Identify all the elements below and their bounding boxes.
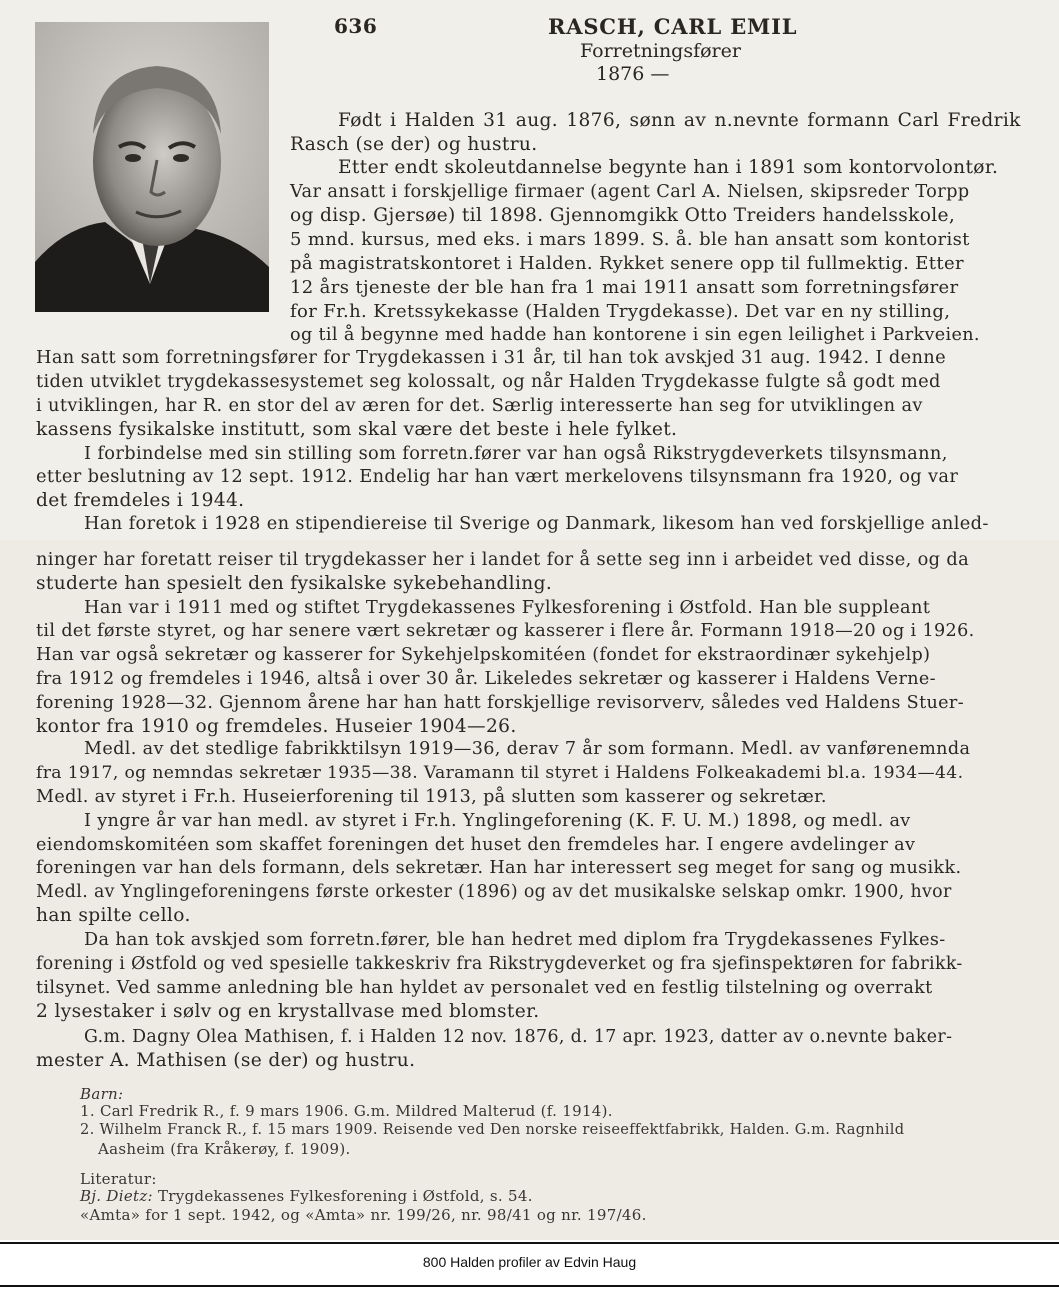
text-line: kassens fysikalske institutt, som skal være det beste i hele fylket. <box>36 419 678 440</box>
literature-entry <box>80 1187 533 1205</box>
text-line: Medl. av Ynglingeforeningens første orkester (1896) og av det musikalske selskap omkr. 1900, hvor <box>36 882 952 902</box>
text-line: mester A. Mathisen (se der) og hustru. <box>36 1050 416 1071</box>
footer-caption: 800 Halden profiler av Edvin Haug <box>422 1254 637 1270</box>
text-line: 5 mnd. kursus, med eks. i mars 1899. S. å. ble han ansatt som kontorist <box>290 229 970 250</box>
child-entry: 1. Carl Fredrik R., f. 9 mars 1906. G.m. Mildred Malterud (f. 1914). <box>80 1102 613 1120</box>
footer-divider-bottom <box>0 1285 1059 1287</box>
text-line: studerte han spesielt den fysikalske sykebehandling. <box>36 573 553 594</box>
text-line: forening i Østfold og ved spesielle takkeskriv fra Rikstrygdeverket og fra sjefinspektøren for fabrikk- <box>36 954 963 974</box>
text-line: Rasch (se der) og hustru. <box>290 134 538 155</box>
text-line: Han var i 1911 med og stiftet Trygdekassenes Fylkesforening i Østfold. Han ble suppleant <box>84 597 931 618</box>
text-line: Født i Halden 31 aug. 1876, sønn av n.nevnte formann Carl Fredrik <box>338 110 1021 131</box>
text-line: I forbindelse med sin stilling som forretn.fører var han også Rikstrygdeverkets tilsynsmann, <box>84 443 948 464</box>
text-line: Da han tok avskjed som forretn.fører, ble han hedret med diplom fra Trygdekassenes Fylkes- <box>84 930 946 950</box>
text-line: for Fr.h. Kretssykekasse (Halden Trygdekasse). Det var en ny stilling, <box>290 301 951 322</box>
text-line: i utviklingen, har R. en stor del av æren for det. Særlig interesserte han seg for utviklingen av <box>36 395 923 416</box>
text-line: han spilte cello. <box>36 905 191 926</box>
text-line: Medl. av styret i Fr.h. Huseierforening til 1913, på slutten som kasserer og sekretær. <box>36 787 827 807</box>
text-line: på magistratskontoret i Halden. Rykket senere opp til fullmektig. Etter <box>290 253 964 274</box>
entry-occupation: Forretningsfører <box>580 40 741 62</box>
footer-divider-top <box>0 1242 1059 1244</box>
text-line: fra 1912 og fremdeles i 1946, altså i over 30 år. Likeledes sekretær og kasserer i Haldens Verne- <box>36 669 936 689</box>
text-line: 2 lysestaker i sølv og en krystallvase med blomster. <box>36 1001 540 1022</box>
text-line: foreningen var han dels formann, dels sekretær. Han har interessert seg meget for sang og musikk. <box>36 858 962 878</box>
page-number: 636 <box>334 14 378 38</box>
text-line: ninger har foretatt reiser til trygdekasser her i landet for å sette seg inn i arbeidet ved disse, og da <box>36 549 970 570</box>
text-line: G.m. Dagny Olea Mathisen, f. i Halden 12 nov. 1876, d. 17 apr. 1923, datter av o.nevnte baker- <box>84 1027 953 1047</box>
text-line: og disp. Gjersøe) til 1898. Gjennomgikk Otto Treiders handelsskole, <box>290 205 956 226</box>
entry-name: RASCH, CARL EMIL <box>548 14 798 39</box>
text-line: kontor fra 1910 og fremdeles. Huseier 1904—26. <box>36 716 517 737</box>
text-line: det fremdeles i 1944. <box>36 490 245 511</box>
literature-entry: «Amta» for 1 sept. 1942, og «Amta» nr. 199/26, nr. 98/41 og nr. 197/46. <box>80 1206 647 1224</box>
text-line: Han var også sekretær og kasserer for Sykehjelpskomitéen (fondet for ekstraordinær sykehjelp) <box>36 645 931 665</box>
children-heading: Barn: <box>80 1085 124 1103</box>
child-entry: 2. Wilhelm Franck R., f. 15 mars 1909. Reisende ved Den norske reiseeffektfabrikk, Halden. G.m. Ragnhild <box>80 1121 905 1138</box>
text-line: forening 1928—32. Gjennom årene har han hatt forskjellige revisorverv, således ved Haldens Stuer- <box>36 693 964 713</box>
text-line: Medl. av det stedlige fabrikktilsyn 1919—36, derav 7 år som formann. Medl. av vanførenemnda <box>84 739 971 759</box>
text-line: I yngre år var han medl. av styret i Fr.h. Ynglingeforening (K. F. U. M.) 1898, og medl. av <box>84 811 911 831</box>
text-line: etter beslutning av 12 sept. 1912. Endelig har han vært merkelovens tilsynsmann fra 1920, og var <box>36 466 959 487</box>
text-line: tiden utviklet trygdekassesystemet seg kolossalt, og når Halden Trygdekasse fulgte så godt med <box>36 371 941 392</box>
text-line: fra 1917, og nemndas sekretær 1935—38. Varamann til styret i Haldens Folkeakademi bl.a. 1934—44. <box>36 763 964 783</box>
text-line: Var ansatt i forskjellige firmaer (agent Carl A. Nielsen, skipsreder Torpp <box>290 181 970 202</box>
text-line: til det første styret, og har senere vært sekretær og kasserer i flere år. Formann 1918—20 og i 1926. <box>36 621 975 641</box>
text-line: tilsynet. Ved samme anledning ble han hyldet av personalet ved en festlig tilstelning og overrakt <box>36 978 933 998</box>
text-line: 12 års tjeneste der ble han fra 1 mai 1911 ansatt som forretningsfører <box>290 277 959 298</box>
literature-author: Bj. Dietz: <box>80 1187 153 1205</box>
text-line: Etter endt skoleutdannelse begynte han i 1891 som kontorvolontør. <box>338 157 999 178</box>
literature-title: Trygdekassenes Fylkesforening i Østfold, s. 54. <box>157 1187 533 1205</box>
entry-years: 1876 — <box>596 63 670 85</box>
text-line: Han satt som forretningsfører for Trygdekassen i 31 år, til han tok avskjed 31 aug. 1942. I denne <box>36 347 946 368</box>
literature-heading: Literatur: <box>80 1170 157 1188</box>
text-line: eiendomskomitéen som skaffet foreningen det huset den fremdeles har. I engere avdelinger av <box>36 835 916 855</box>
child-entry-continued: Aasheim (fra Kråkerøy, f. 1909). <box>98 1140 351 1158</box>
portrait-photo <box>35 22 269 312</box>
text-line: Han foretok i 1928 en stipendiereise til Sverige og Danmark, likesom han ved forskjellige anled- <box>84 513 989 534</box>
text-line: og til å begynne med hadde han kontorene i sin egen leilighet i Parkveien. <box>290 325 980 345</box>
